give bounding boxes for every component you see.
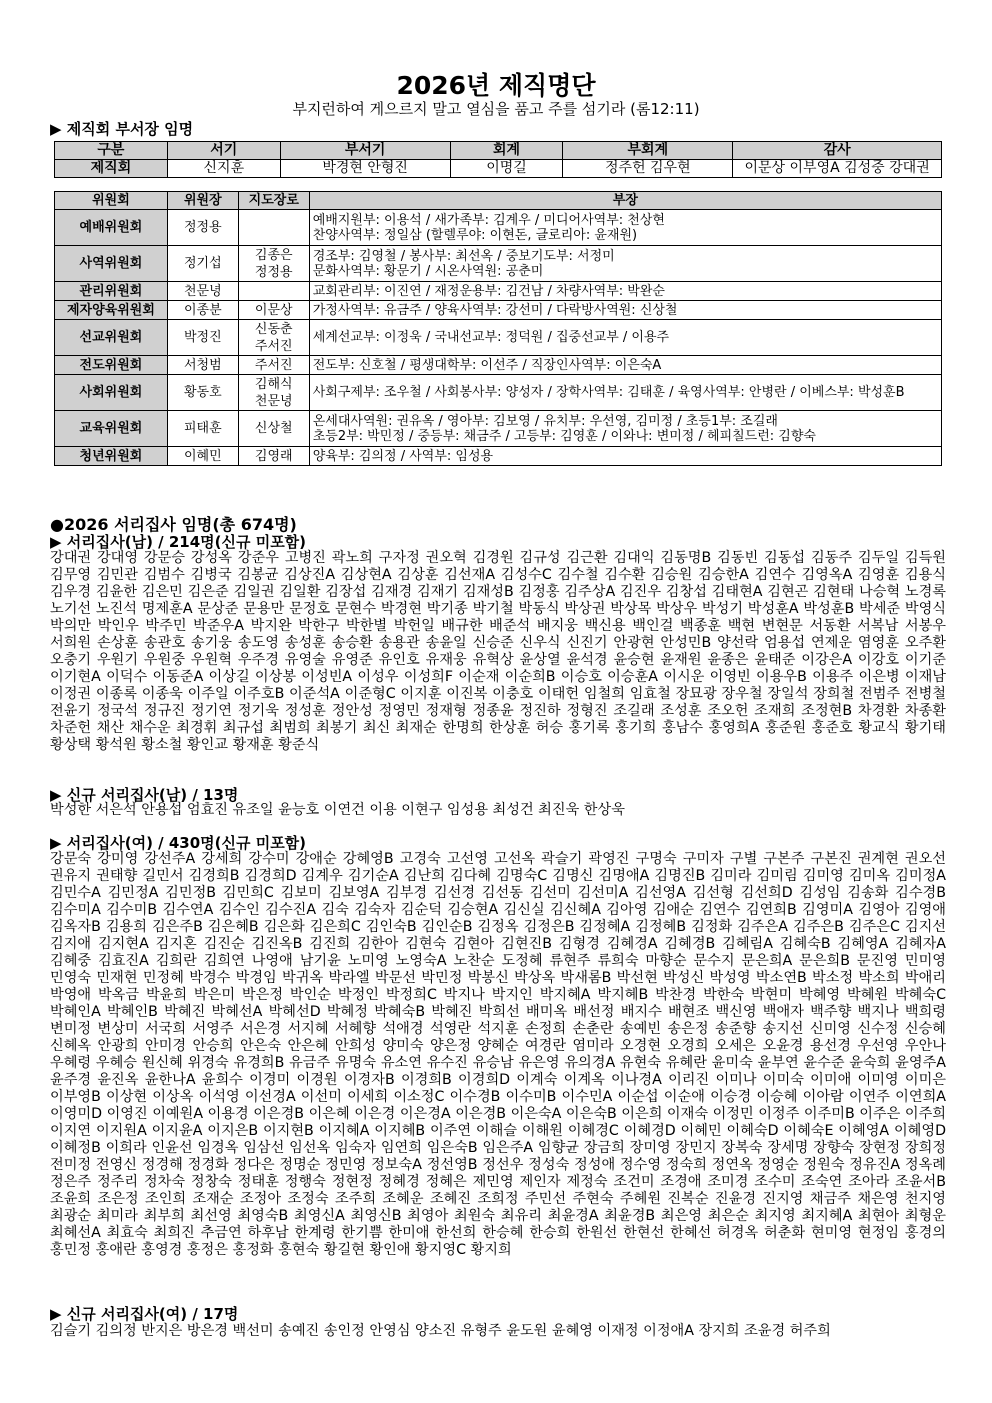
committee-elder: 신동춘 주서진: [238, 320, 309, 356]
new-men-heading: ▶ 신규 서리집사(남) / 13명: [50, 786, 239, 804]
committee-chair: 천문녕: [167, 282, 238, 301]
committee-chair: 이종분: [167, 301, 238, 320]
header-cell: 회계: [450, 142, 563, 160]
committee-row: [55, 447, 942, 466]
committee-row: [55, 282, 942, 301]
men-names: 강대권 강대영 강문승 강성옥 강준우 고병진 곽노희 구자정 권오혁 김경원 김규성 김근환 김대익 김동명B 김동빈 김동섭 김동주 김두일 김득원 김무영 김민관 김범수 김병국 김봉균 김상진A 김상현A 김상훈 김선재A 김성수C 김수철 김수환 김승원 김승한A 김연수 김영옥A 김영훈 김용식 김우경 김윤한 김은민 김은준 김일권 김일환 김장섭 김재경 김재기 김재성B 김정홍 김주상A 김진우 김창섭 김태현A 김현곤 김현태 나승혁 노경록 노기선 노진석 명제훈A 문상준 문용만 문정호 문현수 박경현 박기종 박기철 박동식 박상권 박상목 박상우 박성기 박성훈A 박성훈B 박세준 박영식 박의만 박인우 박주민 박준우A 박지완 박한구 박한별 박헌일 배규한 배준석 배지웅 백신용 백인걸 백종훈 백현 변현문 서동환 서복남 서봉우 서희원 손상훈 송관호 송기웅 송도영 송성훈 송승환 송용관 송윤일 신승준 신우식 신진기 안광현 안성민B 양선락 엄용섭 연제운 염영훈 오주환 오충기 우원기 우원중 우원혁 우주경 유영술 유영준 유인호 유재웅 유혁상 윤상열 윤석경 윤승현 윤재원 윤종은 윤태준 이강은A 이강호 이기준 이기현A 이덕수 이동준A 이상길 이상봉 이성빈A 이성우 이성희F 이순재 이순희B 이승호 이승훈A 이시운 이영빈 이용우B 이용주 이은병 이재남 이정권 이종록 이종욱 이주일 이주호B 이준석A 이준형C 이지훈 이진복 이충호 이태헌 임철희 임효철 장묘광 장우철 장일석 장희철 전범주 전병철 전윤기 정국석 정규진 정기연 정기욱 정성훈 정안성 정영민 정재형 정종윤 정진하 정형진 조길래 조성훈 조오헌 조재희 조정현B 차경환 차종환 차준헌 채산 채수운 최경휘 최규섭 최범희 최봉기 최신 최재순 한명희 한상훈 허승 홍기록 홍기희 홍남수 홍영희A 홍준원 홍준호 황교식 황기태 황상택 황석원 황소철 황인교 황재훈 황준식: [50, 550, 946, 753]
committee-row: [55, 246, 942, 282]
committee-departments: 세계선교부: 이정욱 / 국내선교부: 정덕원 / 집중선교부 / 이용주: [309, 320, 941, 356]
header-cell: 서기: [167, 142, 280, 160]
header-cell: 구분: [55, 142, 168, 160]
committee-chair: 피태훈: [167, 411, 238, 447]
ordination-heading: ●2026 서리집사 임명(총 674명): [50, 515, 297, 534]
committee-elder: [238, 282, 309, 301]
committee-elder: 신상철: [238, 411, 309, 447]
committee-row: [55, 320, 942, 356]
header-cell: 부회계: [563, 142, 733, 160]
women-names: 강문숙 강미영 강선주A 강세희 강수미 강애순 강혜영B 고경숙 고선영 고선옥 곽슬기 곽영진 구명숙 구미자 구별 구본주 구본진 권계현 권오선 권유지 권태향 길민서 김경희B 김경희D 김계우 김기순A 김난희 김다혜 김명숙C 김명신 김명애A 김명진B 김미라 김미림 김미영 김미옥 김미정A 김민수A 김민정A 김민정B 김민희C 김보미 김보영A 김부경 김선경 김선동 김선미 김선미A 김선영A 김선형 김선희D 김성임 김송화 김수경B 김수미A 김수미B 김수연A 김수인 김수진A 김숙 김숙자 김순덕 김승현A 김신실 김신혜A 김아영 김애순 김연수 김연희B 김영미A 김영아 김영애 김옥자B 김용희 김은주B 김은혜B 김은화 김은희C 김인숙B 김인순B 김정옥 김정은B 김정혜A 김정혜B 김정화 김주은A 김주은B 김주은C 김지선 김지애 김지현A 김지혼 김진순 김진옥B 김진희 김한아 김현숙 김현아 김현진B 김형경 김혜경A 김혜경B 김혜림A 김혜숙B 김혜영A 김혜자A 김혜중 김효진A 김희란 김희연 나영애 남기윤 노미영 노영숙A 노찬순 도정혜 류현주 류희숙 마향순 문수지 문은희A 문은희B 문진영 민미영 민영숙 민재현 민정혜 박경수 박경임 박귀옥 박라엘 박문선 박민정 박봉신 박상옥 박새롬B 박선현 박성신 박성영 박소연B 박소정 박소희 박애리 박영애 박옥금 박윤희 박은미 박은정 박인순 박정인 박정희C 박지나 박지인 박지혜A 박지혜B 박찬경 박한숙 박현미 박혜영 박혜원 박혜숙C 박혜인A 박혜인B 박혜진 박혜선A 박혜선D 박혜정 박혜숙B 박혜진 박희선 배미옥 배선정 배지수 배현조 백신영 백애자 백주향 백지나 백희령 변미정 변상미 서국희 서영주 서은경 서지혜 서혜향 석애경 석영란 석지훈 손정희 손춘란 송예빈 송은정 송준향 송지선 신미영 신수정 신승혜 신혜옥 안광희 안미경 안승희 안은숙 안은혜 안희성 양미숙 양은정 양혜순 여경란 염미라 오경현 오경희 오세은 오윤경 용선경 우선영 우안나 우혜령 우혜승 원신혜 위경숙 유경희B 유금주 유명숙 유소연 유수진 유승남 유은영 유의경A 유현숙 유혜란 윤미숙 윤부연 윤수준 윤숙희 윤영주A 윤주경 윤진옥 윤한나A 윤희수 이경미 이경원 이경자B 이경희B 이경희D 이계숙 이계옥 이나경A 이리진 이미나 이미숙 이미애 이미영 이미은 이부영B 이상현 이상옥 이석영 이선경A 이선미 이세희 이소정C 이수경B 이수미B 이수민A 이순섭 이순애 이승경 이승혜 이아람 이연주 이연희A 이영미D 이영진 이예원A 이용경 이은경B 이은혜 이은경 이은경A 이은경B 이은숙A 이은숙B 이은희 이재숙 이정민 이정주 이주미B 이주은 이주희 이지연 이지원A 이지윤A 이지은B 이지현B 이지혜A 이지혜B 이주연 이해슬 이해원 이혜경C 이혜경D 이혜민 이혜숙D 이혜숙E 이혜영A 이혜영D 이혜정B 이희라 인윤선 임경옥 임삼선 임선옥 임숙자 임연희 임은숙B 임은주A 임향균 장금희 장미영 장민지 장복숙 장세명 장향숙 장현정 장희정 전미정 전영신 정경해 정경화 정다은 정명순 정민영 정보숙A 정선영B 정선우 정성숙 정성애 정수영 정숙희 정연옥 정영순 정원숙 정유진A 정옥례 정은주 정주리 정차숙 정창숙 정태훈 정행숙 정현정 정혜경 정혜은 제민영 제인자 제정숙 조건미 조경애 조미경 조수미 조숙연 조아라 조윤서B 조윤희 조은정 조인희 조재순 조정아 조정숙 조주희 조혜운 조혜진 조희정 주민선 주현숙 주혜원 진복순 진윤경 진지영 채금주 채은영 천지영 최광순 최미라 최부희 최선영 최영숙B 최영신A 최영신B 최영아 최원숙 최유리 최윤경A 최윤경B 최은영 최은순 최지영 최지혜A 최현아 최형운 최혜선A 최효숙 최희진 추금연 하후남 한계령 한기쁨 한미애 한선희 한승혜 한승희 한원선 한현선 한혜선 허경옥 허춘화 현미영 현정임 홍경의 홍민정 홍애란 홍영경 홍정은 홍정화 홍현숙 황길현 황인애 황지영C 황지희: [50, 851, 946, 1258]
committee-chair: 황동호: [167, 375, 238, 411]
men-heading: ▶ 서리집사(남) / 214명(신규 미포함): [50, 533, 307, 551]
committee-row: [55, 301, 942, 320]
header-cell: 위원회: [55, 192, 168, 210]
new-men-names: 박성한 서은석 안용섭 엄효진 유조일 윤능호 이연건 이용 이현구 임성용 최성건 최진욱 한상욱: [50, 802, 625, 818]
table-cell: 신지훈: [167, 160, 280, 178]
table-cell: 정주헌 김우현: [563, 160, 733, 178]
committees-header-row: [55, 192, 942, 210]
committee-departments: 교회관리부: 이진연 / 재정운용부: 김건남 / 차량사역부: 박완순: [309, 282, 941, 301]
officers-header-row: [55, 142, 942, 160]
committee-row: [55, 356, 942, 375]
committee-row: [55, 210, 942, 246]
committee-chair: 박정진: [167, 320, 238, 356]
committee-name: 예배위원회: [55, 210, 168, 246]
committee-name: 사회위원회: [55, 375, 168, 411]
committee-departments: 사회구제부: 조우철 / 사회봉사부: 양성자 / 장학사역부: 김태훈 / 육영사역부: 안병란 / 이베스부: 박성훈B: [309, 375, 941, 411]
women-heading: ▶ 서리집사(여) / 430명(신규 미포함): [50, 834, 307, 852]
committee-name: 교육위원회: [55, 411, 168, 447]
new-women-heading: ▶ 신규 서리집사(여) / 17명: [50, 1305, 239, 1323]
committee-departments: 전도부: 신호철 / 평생대학부: 이선주 / 직장인사역부: 이은숙A: [309, 356, 941, 375]
officers-row: [55, 160, 942, 178]
header-cell: 부서기: [280, 142, 450, 160]
committee-departments: 온세대사역원: 권유옥 / 영아부: 김보영 / 유치부: 우선영, 김미정 / 초등1부: 조길래 초등2부: 박민정 / 중등부: 채금주 / 고등부: 김영훈 / 이와나: 변미정 / 헤피칠드런: 김향숙: [309, 411, 941, 447]
officers-heading: ▶ 제직회 부서장 임명: [50, 120, 194, 138]
committees-table: [54, 191, 942, 466]
committee-name: 선교위원회: [55, 320, 168, 356]
committee-departments: 경조부: 김영철 / 봉사부: 최선옥 / 중보기도부: 서정미 문화사역부: 황문기 / 시온사역원: 공춘미: [309, 246, 941, 282]
committee-name: 관리위원회: [55, 282, 168, 301]
committee-name: 전도위원회: [55, 356, 168, 375]
officers-table: [54, 141, 942, 178]
header-cell: 부장: [309, 192, 941, 210]
header-cell: 지도장로: [238, 192, 309, 210]
committee-chair: 정정용: [167, 210, 238, 246]
committee-chair: 정기섭: [167, 246, 238, 282]
committee-row: [55, 411, 942, 447]
committee-departments: 예배지원부: 이용석 / 새가족부: 김계우 / 미디어사역부: 천상현 찬양사역부: 정일삼 (할렐루야: 이현돈, 글로리아: 윤재원): [309, 210, 941, 246]
header-cell: 감사: [733, 142, 942, 160]
page-subtitle: 부지런하여 게으르지 말고 열심을 품고 주를 섬기라 (롬12:11): [292, 100, 700, 118]
committee-name: 사역위원회: [55, 246, 168, 282]
table-cell: 이문상 이부영A 김성중 강대권: [733, 160, 942, 178]
committee-name: 청년위원회: [55, 447, 168, 466]
header-cell: 위원장: [167, 192, 238, 210]
committee-elder: 김해식 천문녕: [238, 375, 309, 411]
new-women-names: 김슬기 김의정 반지은 방은경 백선미 송예진 송인정 안영심 양소진 유형주 윤도원 윤혜영 이재정 이정애A 장지희 조윤경 허주희: [50, 1323, 831, 1339]
table-cell: 이명길: [450, 160, 563, 178]
committee-chair: 서청범: [167, 356, 238, 375]
committee-elder: 주서진: [238, 356, 309, 375]
row-label: 제직회: [55, 160, 168, 178]
committee-departments: 가정사역부: 유금주 / 양육사역부: 강선미 / 다락방사역원: 신상철: [309, 301, 941, 320]
committee-elder: 김종은 정정용: [238, 246, 309, 282]
committee-row: [55, 375, 942, 411]
page-title: 2026년 제직명단: [396, 71, 596, 100]
committee-name: 제자양육위원회: [55, 301, 168, 320]
committee-elder: [238, 210, 309, 246]
committee-departments: 양육부: 김의정 / 사역부: 임성용: [309, 447, 941, 466]
table-cell: 박경현 안형진: [280, 160, 450, 178]
committee-elder: 김영래: [238, 447, 309, 466]
committee-chair: 이혜민: [167, 447, 238, 466]
committee-elder: 이문상: [238, 301, 309, 320]
